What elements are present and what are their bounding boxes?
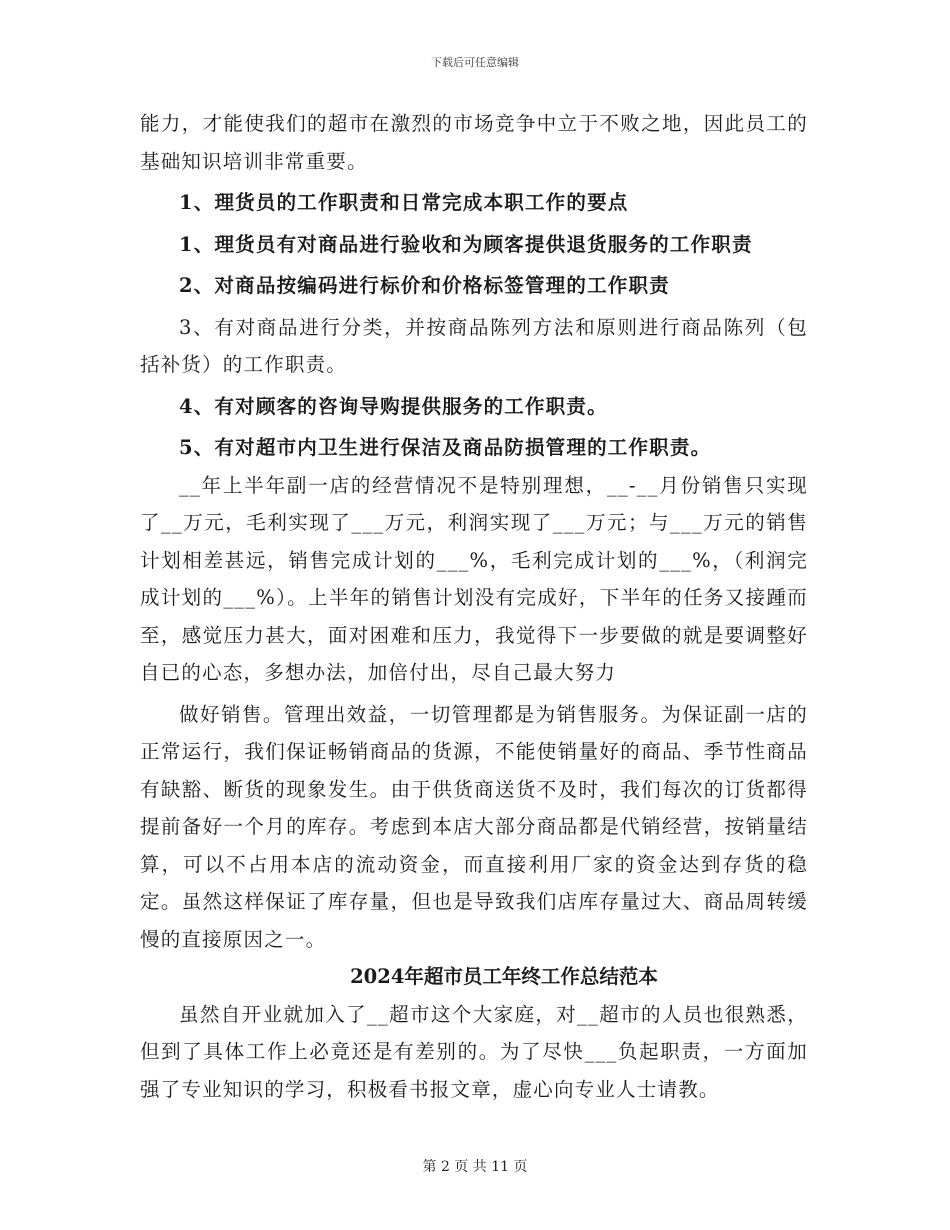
duty-item-2: 2、对商品按编码进行标价和价格标签管理的工作职责 — [179, 274, 670, 297]
duty-item-1: 1、理货员有对商品进行验收和为顾客提供退货服务的工作职责 — [179, 232, 753, 256]
document-title: 2024年超市员工年终工作总结范本 — [350, 965, 658, 988]
section-heading-duties: 1、理货员的工作职责和日常完成本职工作的要点 — [179, 191, 629, 214]
paragraph-sales-report: __年上半年副一店的经营情况不是特别理想，__-__月份销售只实现了__万元，毛利实现了___万元，利润实现了___万元；与___万元的销售计划相差甚远，销售完成计划的___%，毛利完成计划的___%，（利润完成计划的___%）。上半年的销售计划没有完成好，下半年的任务又接踵而至，感觉压力甚大，面对困难和压力，我觉得下一步要做的就是要调整好自已的心态，多想办法，加倍付出，尽自己最大努力 — [140, 473, 808, 684]
page-header: 下载后可任意编辑 — [431, 56, 519, 69]
duty-item-4: 4、有对顾客的咨询导购提供服务的工作职责。 — [179, 394, 608, 418]
duty-item-3: 3、有对商品进行分类，并按商品陈列方法和原则进行商品陈列（包括补货）的工作职责。 — [140, 315, 808, 376]
paragraph-opening: 虽然自开业就加入了__超市这个大家庭，对__超市的人员也很熟悉，但到了具体工作上必竟还是有差别的。为了尽快___负起职责，一方面加强了专业知识的学习，积极看书报文章，虚心向专业人士请教。 — [140, 1002, 808, 1101]
paragraph-intro: 能力，才能使我们的超市在激烈的市场竞争中立于不败之地，因此员工的基础知识培训非常重要。 — [140, 112, 808, 173]
document-body — [140, 105, 808, 1108]
page-footer: 第 2 页 共 11 页 — [422, 1159, 528, 1175]
duty-item-5: 5、有对超市内卫生进行保洁及商品防损管理的工作职责。 — [179, 436, 712, 459]
paragraph-sales-management: 做好销售。管理出效益，一切管理都是为销售服务。为保证副一店的正常运行，我们保证畅销商品的货源，不能使销量好的商品、季节性商品有缺豁、断货的现象发生。由于供货商送货不及时，我们每次的订货都得提前备好一个月的库存。考虑到本店大部分商品都是代销经营，按销量结算，可以不占用本店的流动资金，而直接利用厂家的资金达到存货的稳定。虽然这样保证了库存量，但也是导致我们店库存量过大、商品周转缓慢的直接原因之一。 — [140, 702, 808, 951]
